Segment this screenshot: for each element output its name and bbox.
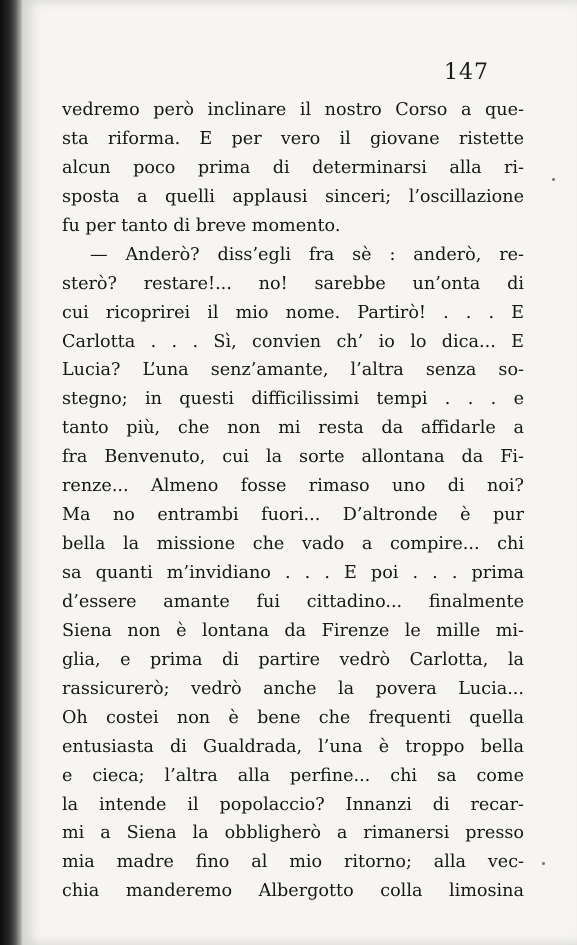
book-page — [22, 0, 577, 945]
text-line: la intende il popolaccio? Innanzi di recar- — [62, 794, 524, 815]
text-line: Oh costei non è bene che frequenti quella — [62, 707, 524, 728]
text-line: mi a Siena la obbligherò a rimanersi presso — [62, 823, 524, 844]
text-line: stegno; in questi difficilissimi tempi . . . e — [62, 389, 524, 410]
text-line: Lucia? L’una senz’amante, l’altra senza so- — [62, 360, 524, 381]
text-line: Siena non è lontana da Firenze le mille mi- — [62, 620, 524, 641]
text-line: Carlotta . . . Sì, convien ch’ io lo dica... E — [62, 331, 524, 352]
text-line: glia, e prima di partire vedrò Carlotta, la — [62, 649, 524, 670]
text-line: sterò? restare!... no! sarebbe un’onta di — [62, 273, 524, 294]
paper-speck — [552, 178, 555, 181]
book-binding — [0, 0, 22, 945]
page-number: 147 — [444, 60, 489, 85]
text-line: tanto più, che non mi resta da affidarle a — [62, 418, 524, 439]
text-line: chia manderemo Albergotto colla limosina — [62, 881, 524, 902]
text-line: mia madre fino al mio ritorno; alla vec- — [62, 852, 524, 873]
text-line: cui ricoprirei il mio nome. Partirò! . . . E — [62, 302, 524, 323]
text-line: fra Benvenuto, cui la sorte allontana da Fi- — [62, 447, 524, 468]
text-line: d’essere amante fui cittadino... finalmente — [62, 591, 524, 612]
text-line: Ma no entrambi fuori... D’altronde è pur — [62, 505, 524, 526]
text-line: sa quanti m’invidiano . . . E poi . . . prima — [62, 563, 524, 583]
text-line: — Anderò? diss’egli fra sè : anderò, re- — [90, 244, 524, 265]
text-line: bella la missione che vado a compire... chi — [62, 534, 524, 555]
body-text — [62, 96, 524, 906]
text-line: sposta a quelli applausi sinceri; l’oscillazione — [62, 186, 524, 207]
paper-speck — [542, 862, 545, 865]
text-line: entusiasta di Gualdrada, l’una è troppo bella — [62, 736, 524, 757]
text-line: vedremo però inclinare il nostro Corso a que- — [62, 100, 524, 120]
text-line: alcun poco prima di determinarsi alla ri- — [62, 157, 524, 178]
text-line: rassicurerò; vedrò anche la povera Lucia... — [62, 678, 524, 699]
text-line: e cieca; l’altra alla perfine... chi sa come — [62, 765, 524, 786]
text-line: sta riforma. E per vero il giovane ristette — [62, 128, 524, 149]
text-line: fu per tanto di breve momento. — [62, 215, 341, 236]
text-line: renze... Almeno fosse rimaso uno di noi? — [62, 476, 524, 497]
